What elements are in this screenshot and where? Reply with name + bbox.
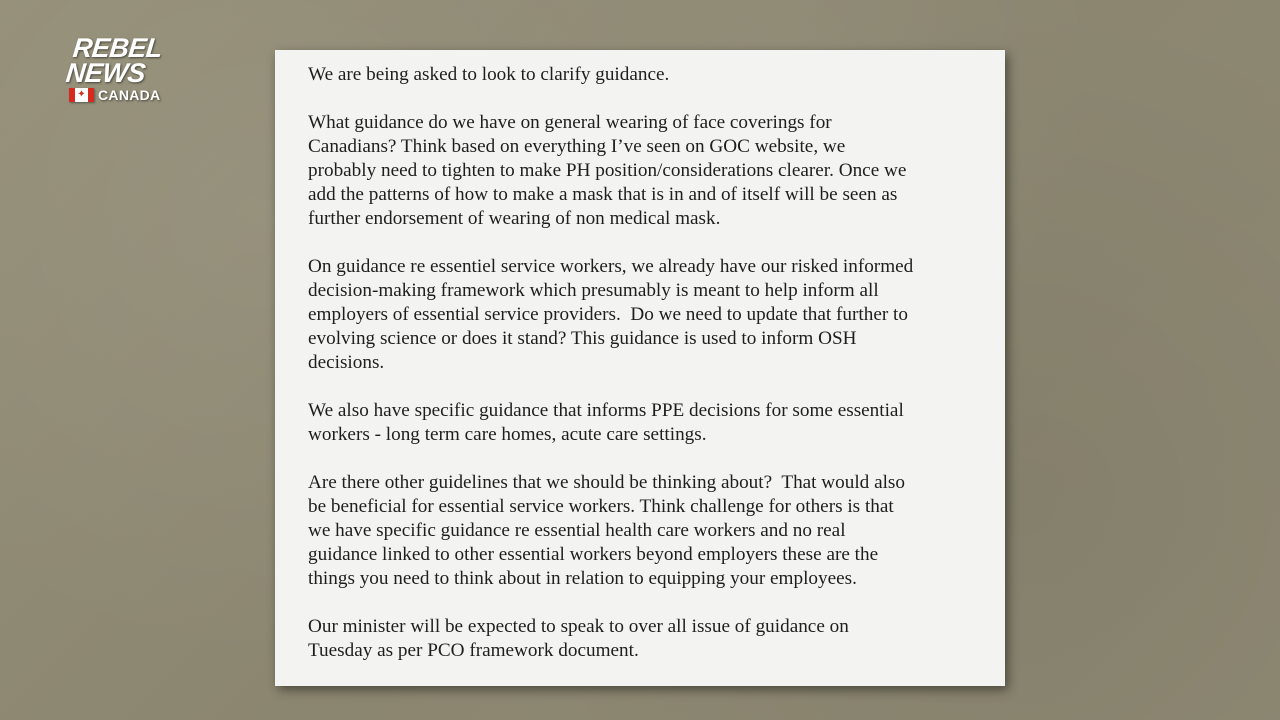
document-paragraph-6: Our minister will be expected to speak to over all issue of guidance on Tuesday as per PCO framework document. [308, 616, 849, 661]
document-page [275, 50, 1005, 686]
logo-country-label: CANADA [98, 87, 161, 103]
rebel-news-logo [64, 33, 170, 103]
document-paragraph-3: On guidance re essentiel service workers, we already have our risked informed decision-making framework which presumably is meant to help inform all employers of essential service providers. Do we need to update that further to evolving science or does it stand? This guidance is used to inform OSH decisions. [308, 256, 914, 373]
maple-leaf-icon: ✦ [75, 88, 88, 102]
document-paragraph-4: We also have specific guidance that informs PPE decisions for some essential workers - long term care homes, acute care settings. [308, 400, 904, 445]
canada-flag-icon [69, 88, 94, 102]
document-paragraph-1: We are being asked to look to clarify guidance. [308, 64, 670, 85]
logo-word-rebel: REBEL [71, 33, 164, 63]
logo-country-row [66, 87, 170, 103]
logo-word-news: NEWS [64, 58, 147, 88]
document-paragraph-2: What guidance do we have on general wearing of face coverings for Canadians? Think based on everything I’ve seen on GOC website, we probably need to tighten to make PH position/considerations clearer. Once we add the patterns of how to make a mask that is in and of itself will be seen as further endorsement of wearing of non medical mask. [308, 112, 907, 229]
document-paragraph-5: Are there other guidelines that we should be thinking about? That would also be beneficial for essential service workers. Think challenge for others is that we have specific guidance re essential health care workers and no real guidance linked to other essential workers beyond employers these are the things you need to think about in relation to equipping your employees. [308, 472, 905, 589]
